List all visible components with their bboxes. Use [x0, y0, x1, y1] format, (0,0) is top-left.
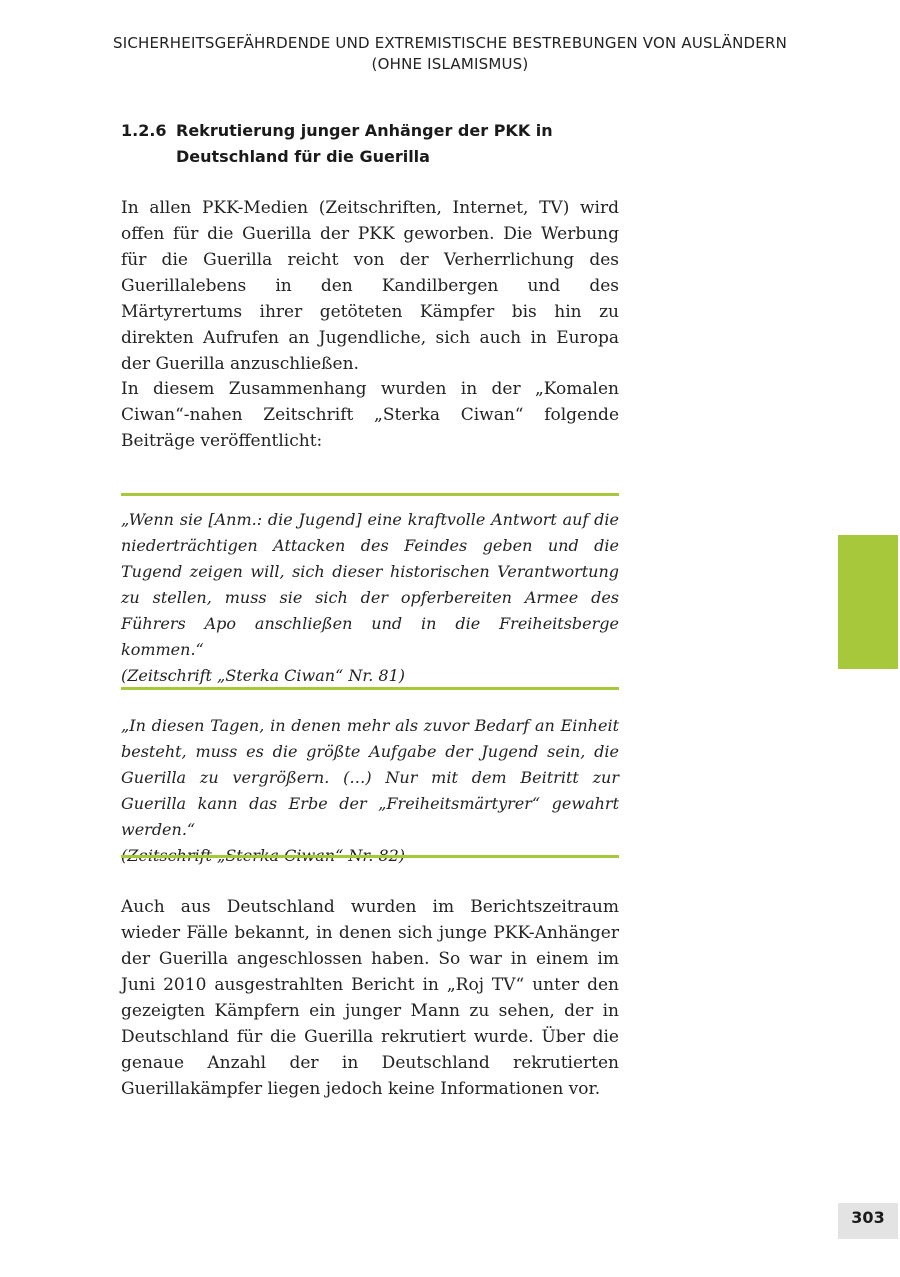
quote-block-2 — [121, 713, 619, 869]
page-number: 303 — [838, 1203, 898, 1239]
quote-text: „In diesen Tagen, in denen mehr als zuvor Bedarf an Einheit besteht, muss es die größte Aufgabe der Jugend sein, die Guerilla zu vergrößern. (…) Nur mit dem Beitritt zur Guerilla kann das Erbe der „Freiheitsmärtyrer“ gewahrt werden.“ — [121, 716, 619, 839]
quote-source: (Zeitschrift „Sterka Ciwan“ Nr. 81) — [121, 666, 405, 685]
section-heading — [121, 118, 641, 170]
quote-divider-middle — [121, 687, 619, 690]
running-header — [0, 33, 900, 75]
body-paragraph-3: Auch aus Deutschland wurden im Berichtszeitraum wieder Fälle bekannt, in denen sich junge PKK-Anhänger der Guerilla angeschlossen haben. So war in einem im Juni 2010 ausgestrahlten Bericht in „Roj TV“ unter den gezeigten Kämpfern ein junger Mann zu sehen, der in Deutschland für die Guerilla rekrutiert wurde. Über die genaue Anzahl der in Deutschland rekrutierten Guerillakämpfer liegen jedoch keine Informationen vor. — [121, 897, 619, 1099]
quote-divider-top — [121, 493, 619, 496]
quote-source: (Zeitschrift „Sterka Ciwan“ Nr. 82) — [121, 846, 405, 865]
section-number: 1.2.6 — [121, 121, 167, 140]
body-paragraph-1: In allen PKK-Medien (Zeitschriften, Internet, TV) wird offen für die Guerilla der PKK geworben. Die Werbung für die Guerilla reicht von der Verherrlichung des Guerillalebens in den Kandilbergen und des Märtyrertums ihrer getöteten Kämpfer bis hin zu direkten Aufrufen an Jugendliche, sich auch in Europa der Guerilla anzuschließen. — [121, 198, 619, 374]
quote-block-1 — [121, 507, 619, 689]
quote-divider-bottom — [121, 855, 619, 858]
running-header-line-1: SICHERHEITSGEFÄHRDENDE UND EXTREMISTISCHE BESTREBUNGEN VON AUSLÄNDERN — [112, 34, 788, 52]
quote-text: „Wenn sie [Anm.: die Jugend] eine kraftvolle Antwort auf die niederträchtigen Attacken des Feindes geben und die Tugend zeigen will, sich dieser historischen Verantwortung zu stellen, muss sie sich der opferbereiten Armee des Führers Apo anschließen und in die Freiheitsberge kommen.“ — [121, 510, 619, 659]
chapter-side-tab — [838, 535, 898, 669]
body-paragraph-2: In diesem Zusammenhang wurden in der „Komalen Ciwan“-nahen Zeitschrift „Sterka Ciwan“ folgende Beiträge veröffentlicht: — [121, 379, 619, 451]
running-header-line-2: (OHNE ISLAMISMUS) — [371, 55, 529, 73]
section-title: Rekrutierung junger Anhänger der PKK in Deutschland für die Guerilla — [176, 121, 553, 166]
